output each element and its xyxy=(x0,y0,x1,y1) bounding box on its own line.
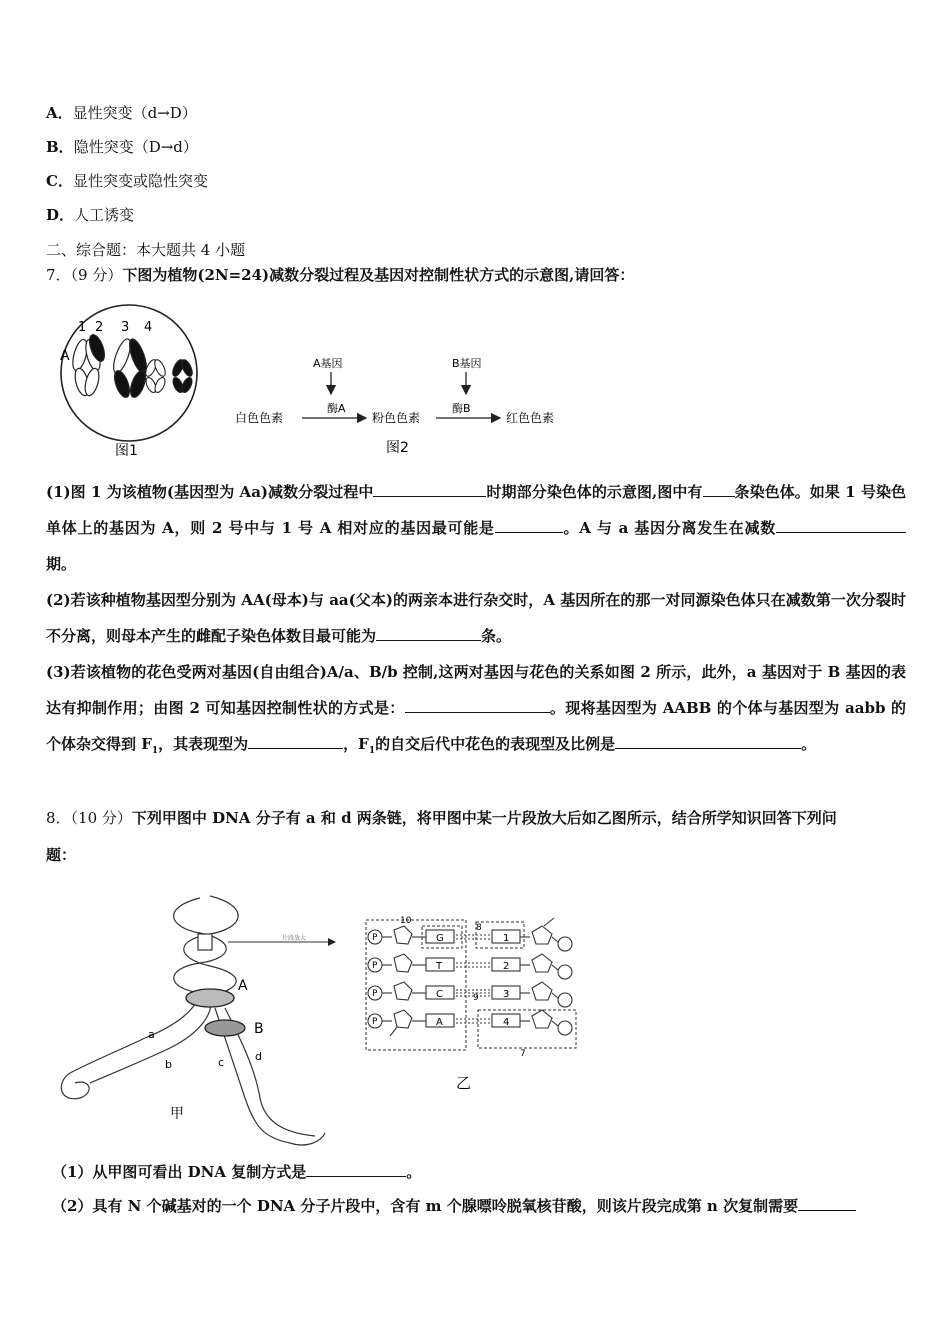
q8-stem-line1 xyxy=(46,808,837,828)
text-segment: ，F xyxy=(343,735,369,753)
label-b-enzyme: B xyxy=(254,1021,264,1037)
answer-blank[interactable] xyxy=(405,698,550,713)
label-8: 8 xyxy=(476,923,482,933)
nucleotide-row-2 xyxy=(368,954,572,979)
text-segment: ，其表现型为 xyxy=(158,735,249,753)
chrom-num-4: 4 xyxy=(144,320,153,335)
q7-stem xyxy=(46,265,634,285)
option-letter: D． xyxy=(46,206,75,224)
q7-part-1 xyxy=(46,474,906,582)
question-stem: 下列甲图中 DNA 分子有 a 和 d 两条链，将甲图中某一片段放大后如乙图所示，结合所学知识回答下列问 xyxy=(131,809,837,827)
strand-d-label: d xyxy=(255,1050,262,1063)
enlarged-segment-box xyxy=(198,934,212,950)
phosphate-labels xyxy=(372,933,378,1027)
base-num-3: 3 xyxy=(503,989,510,1000)
q7-part-3 xyxy=(46,654,906,769)
q8-sub-2 xyxy=(52,1196,856,1216)
figure-2-label: 图2 xyxy=(386,440,409,456)
strand-c-label: c xyxy=(218,1056,225,1069)
question-number: 8． xyxy=(46,809,71,827)
enzyme-b-ellipse xyxy=(205,1020,245,1036)
text-segment: 期。 xyxy=(46,555,77,573)
text-segment: 的自交后代中花色的表现型及比例是 xyxy=(375,735,616,753)
label-a-enzyme: A xyxy=(238,978,248,994)
chromosome-pair-3 xyxy=(144,358,168,394)
strand-b-label: b xyxy=(165,1058,172,1071)
option-letter: A． xyxy=(46,104,73,122)
option-b xyxy=(46,137,198,157)
pink-pigment-label: 粉色色素 xyxy=(372,411,421,425)
label-10: 10 xyxy=(400,916,412,926)
option-text: 显性突变或隐性突变 xyxy=(72,172,208,190)
figure-1-chromosomes xyxy=(50,300,210,465)
chromosome-pair-4 xyxy=(171,358,195,394)
nucleotide-row-1 xyxy=(368,918,572,951)
answer-blank[interactable] xyxy=(743,734,801,749)
strand-a-label: a xyxy=(148,1028,155,1041)
answer-blank[interactable] xyxy=(376,626,481,641)
base-c: C xyxy=(436,989,443,1000)
text-segment: 。 xyxy=(406,1163,422,1181)
chromosome-pair-1 xyxy=(70,333,107,397)
option-c xyxy=(46,171,208,191)
text-segment: 时期部分染色体的示意图,图中有 xyxy=(486,483,703,501)
nucleotide-row-4 xyxy=(368,1010,572,1036)
text-segment: 。现将基因型为 AABB 的个体与基因型为 aabb 的个体杂交得到 F xyxy=(46,699,906,753)
base-t: T xyxy=(436,961,443,972)
dna-helix xyxy=(61,896,325,1145)
base-num-4: 4 xyxy=(503,1017,510,1028)
q8-stem-line2: 题： xyxy=(46,846,77,864)
label-9: 9 xyxy=(473,993,479,1003)
figure-jia-dna-replication xyxy=(50,888,350,1150)
chrom-num-3: 3 xyxy=(121,320,130,335)
base-a: A xyxy=(436,1017,443,1028)
answer-blank[interactable] xyxy=(373,482,486,497)
subscript: 1 xyxy=(151,746,159,756)
q8-sub-1 xyxy=(52,1162,421,1182)
option-d xyxy=(46,205,134,225)
base-num-2: 2 xyxy=(503,961,510,972)
nucleotide-row-3 xyxy=(368,982,572,1007)
text-segment: (2)若该种植物基因型分别为 AA(母本)与 aa(父本)的两亲本进行杂交时，A 基因所在的那一对同源染色体只在减数第一次分裂时不分离，则母本产生的雌配子染色体数目最可能为 xyxy=(46,591,906,645)
option-text: 人工诱变 xyxy=(74,206,135,224)
figure-yi-label: 乙 xyxy=(456,1074,472,1092)
chrom-num-2: 2 xyxy=(95,320,104,335)
question-number: 7． xyxy=(46,266,71,284)
answer-blank[interactable] xyxy=(495,518,563,533)
enzyme-b-label: 酶B xyxy=(452,402,471,415)
figure-yi-dna-segment xyxy=(360,910,585,1095)
option-text: 隐性突变（D→d） xyxy=(73,138,198,156)
text-segment: 。 xyxy=(801,735,817,753)
section-heading: 二、综合题：本大题共 4 小题 xyxy=(46,241,246,259)
text-segment: 条染色体。如果 1 号染色单体上的基因为 A，则 2 号中与 1 号 A 相对应的基因最可能是 xyxy=(46,483,907,537)
figure-jia-label: 甲 xyxy=(170,1106,184,1122)
phosphate-label: P xyxy=(372,933,378,943)
phosphate-label: P xyxy=(372,1017,378,1027)
gene-b-label: B基因 xyxy=(452,357,482,370)
figure-1-label: 图1 xyxy=(115,443,138,459)
enlarge-label: 片段放大 xyxy=(282,935,307,942)
answer-blank[interactable] xyxy=(776,518,866,533)
answer-blank[interactable] xyxy=(798,1196,856,1211)
option-a xyxy=(46,103,197,123)
option-letter: C． xyxy=(46,172,73,190)
text-segment: 。A 与 a 基因分离发生在减数 xyxy=(562,519,776,537)
option-text: 显性突变（d→D） xyxy=(72,104,197,122)
q7-part-2 xyxy=(46,582,906,654)
answer-blank[interactable] xyxy=(306,1162,406,1177)
text-segment: （1）从甲图可看出 DNA 复制方式是 xyxy=(52,1163,307,1181)
red-pigment-label: 红色色素 xyxy=(506,411,555,425)
phosphate-label: P xyxy=(372,989,378,999)
base-g: G xyxy=(436,933,444,944)
text-segment: (3)若该植物的花色受两对基因(自由组合)A/a、B/b 控制,这两对基因与花色的关系如图 2 所示，此外，a 基因对于 B 基因的表达有抑制作用；由图 2 可知基因控制性状的方式是： xyxy=(46,663,906,717)
gene-a-label: A xyxy=(60,348,70,364)
phosphate-label: P xyxy=(372,961,378,971)
figure-2-pathway xyxy=(230,350,575,460)
question-score: （10 分） xyxy=(70,809,132,827)
enzyme-a-ellipse xyxy=(186,989,234,1007)
answer-blank[interactable] xyxy=(615,734,743,749)
question-stem: 下图为植物(2N=24)减数分裂过程及基因对控制性状方式的示意图,请回答： xyxy=(122,266,635,284)
answer-blank[interactable] xyxy=(866,518,906,533)
answer-blank[interactable] xyxy=(703,482,735,497)
gene-a-label: A基因 xyxy=(313,357,343,370)
chromosome-pair-2 xyxy=(110,337,150,399)
chrom-num-1: 1 xyxy=(78,320,87,335)
question-score: （9 分） xyxy=(70,266,123,284)
subscript: 1 xyxy=(368,746,376,756)
enzyme-a-label: 酶A xyxy=(327,402,346,415)
text-segment: (1)图 1 为该植物(基因型为 Aa)减数分裂过程中 xyxy=(46,483,374,501)
white-pigment-label: 白色色素 xyxy=(235,411,284,425)
text-segment: 条。 xyxy=(481,627,512,645)
label-7: 7 xyxy=(520,1049,526,1059)
answer-blank[interactable] xyxy=(248,734,343,749)
option-letter: B． xyxy=(46,138,74,156)
text-segment: （2）具有 N 个碱基对的一个 DNA 分子片段中，含有 m 个腺嘌呤脱氧核苷酸，则该片段完成第 n 次复制需要 xyxy=(52,1197,799,1215)
base-num-1: 1 xyxy=(503,933,510,944)
